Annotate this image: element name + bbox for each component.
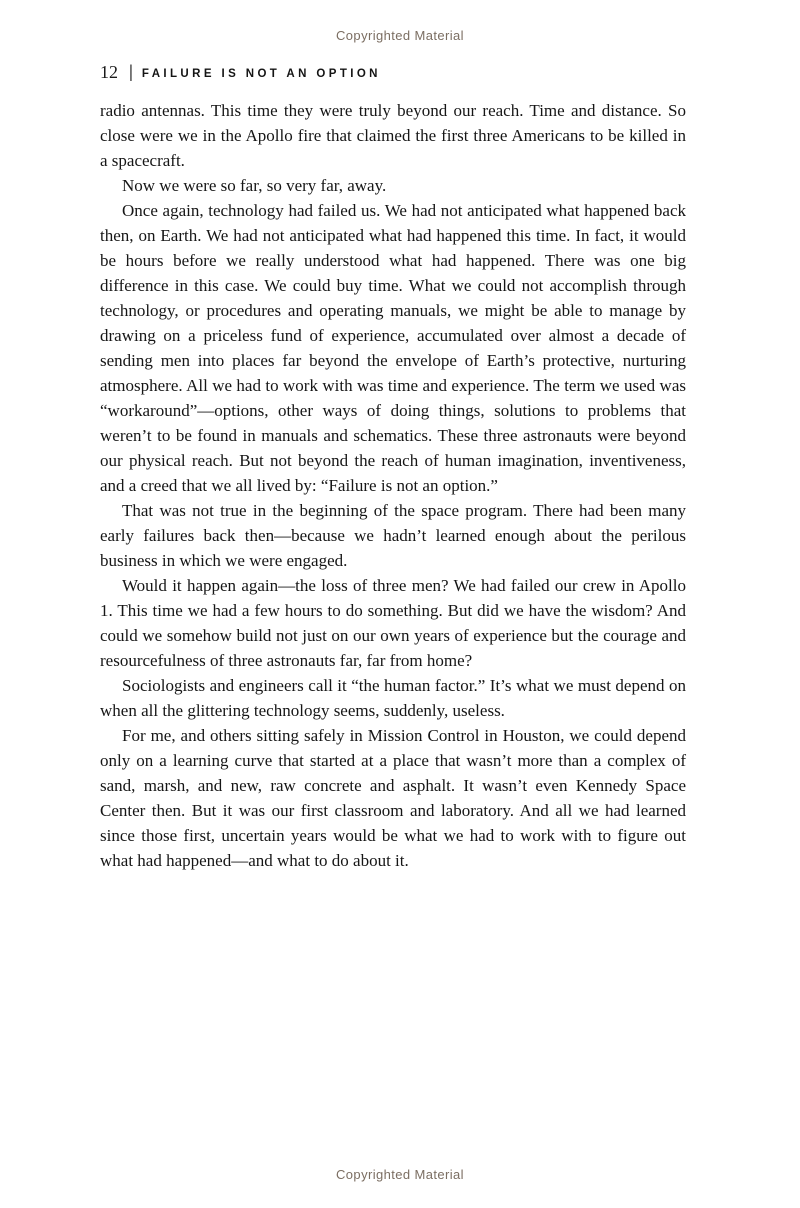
header-separator: | xyxy=(129,62,133,83)
page-body xyxy=(100,98,686,873)
paragraph: For me, and others sitting safely in Mission Control in Houston, we could depend only on a learning curve that started at a place that wasn’t more than a complex of sand, marsh, and new, raw concrete and asphalt. It wasn’t even Kennedy Space Center then. But it was our first classroom and laboratory. And all we had learned since those first, uncertain years would be what we had to work with to figure out what had happened—and what to do about it. xyxy=(100,726,686,870)
running-title: FAILURE IS NOT AN OPTION xyxy=(141,67,381,80)
paragraph: That was not true in the beginning of the space program. There had been many early failures back then—because we hadn’t learned enough about the perilous business in which we were engaged. xyxy=(100,501,686,570)
paragraph: Sociologists and engineers call it “the human factor.” It’s what we must depend on when all the glittering technology seems, suddenly, useless. xyxy=(100,676,686,720)
page-content xyxy=(100,62,686,873)
copyright-notice-bottom: Copyrighted Material xyxy=(336,1167,464,1182)
paragraph: Now we were so far, so very far, away. xyxy=(122,176,387,195)
paragraph: radio antennas. This time they were truly beyond our reach. Time and distance. So close were we in the Apollo fire that claimed the first three Americans to be killed in a spacecraft. xyxy=(100,101,686,170)
copyright-notice-top: Copyrighted Material xyxy=(336,28,464,43)
running-header xyxy=(100,62,686,83)
paragraph: Would it happen again—the loss of three men? We had failed our crew in Apollo 1. This time we had a few hours to do something. But did we have the wisdom? And could we somehow build not just on our own years of experience but the courage and resourcefulness of three astronauts far, far from home? xyxy=(100,576,686,670)
page-number: 12 xyxy=(100,62,118,82)
paragraph: Once again, technology had failed us. We had not anticipated what happened back then, on Earth. We had not anticipated what had happened this time. In fact, it would be hours before we really understood what had happened. There was one big difference in this case. We could buy time. What we could not accomplish through technology, or procedures and operating manuals, we might be able to manage by drawing on a priceless fund of experience, accumulated over almost a decade of sending men into places far beyond the envelope of Earth’s protective, nurturing atmosphere. All we had to work with was time and experience. The term we used was “workaround”—options, other ways of doing things, solutions to problems that weren’t to be found in manuals and schematics. These three astronauts were beyond our physical reach. But not beyond the reach of human imagination, inventiveness, and a creed that we all lived by: “Failure is not an option.” xyxy=(100,201,686,495)
